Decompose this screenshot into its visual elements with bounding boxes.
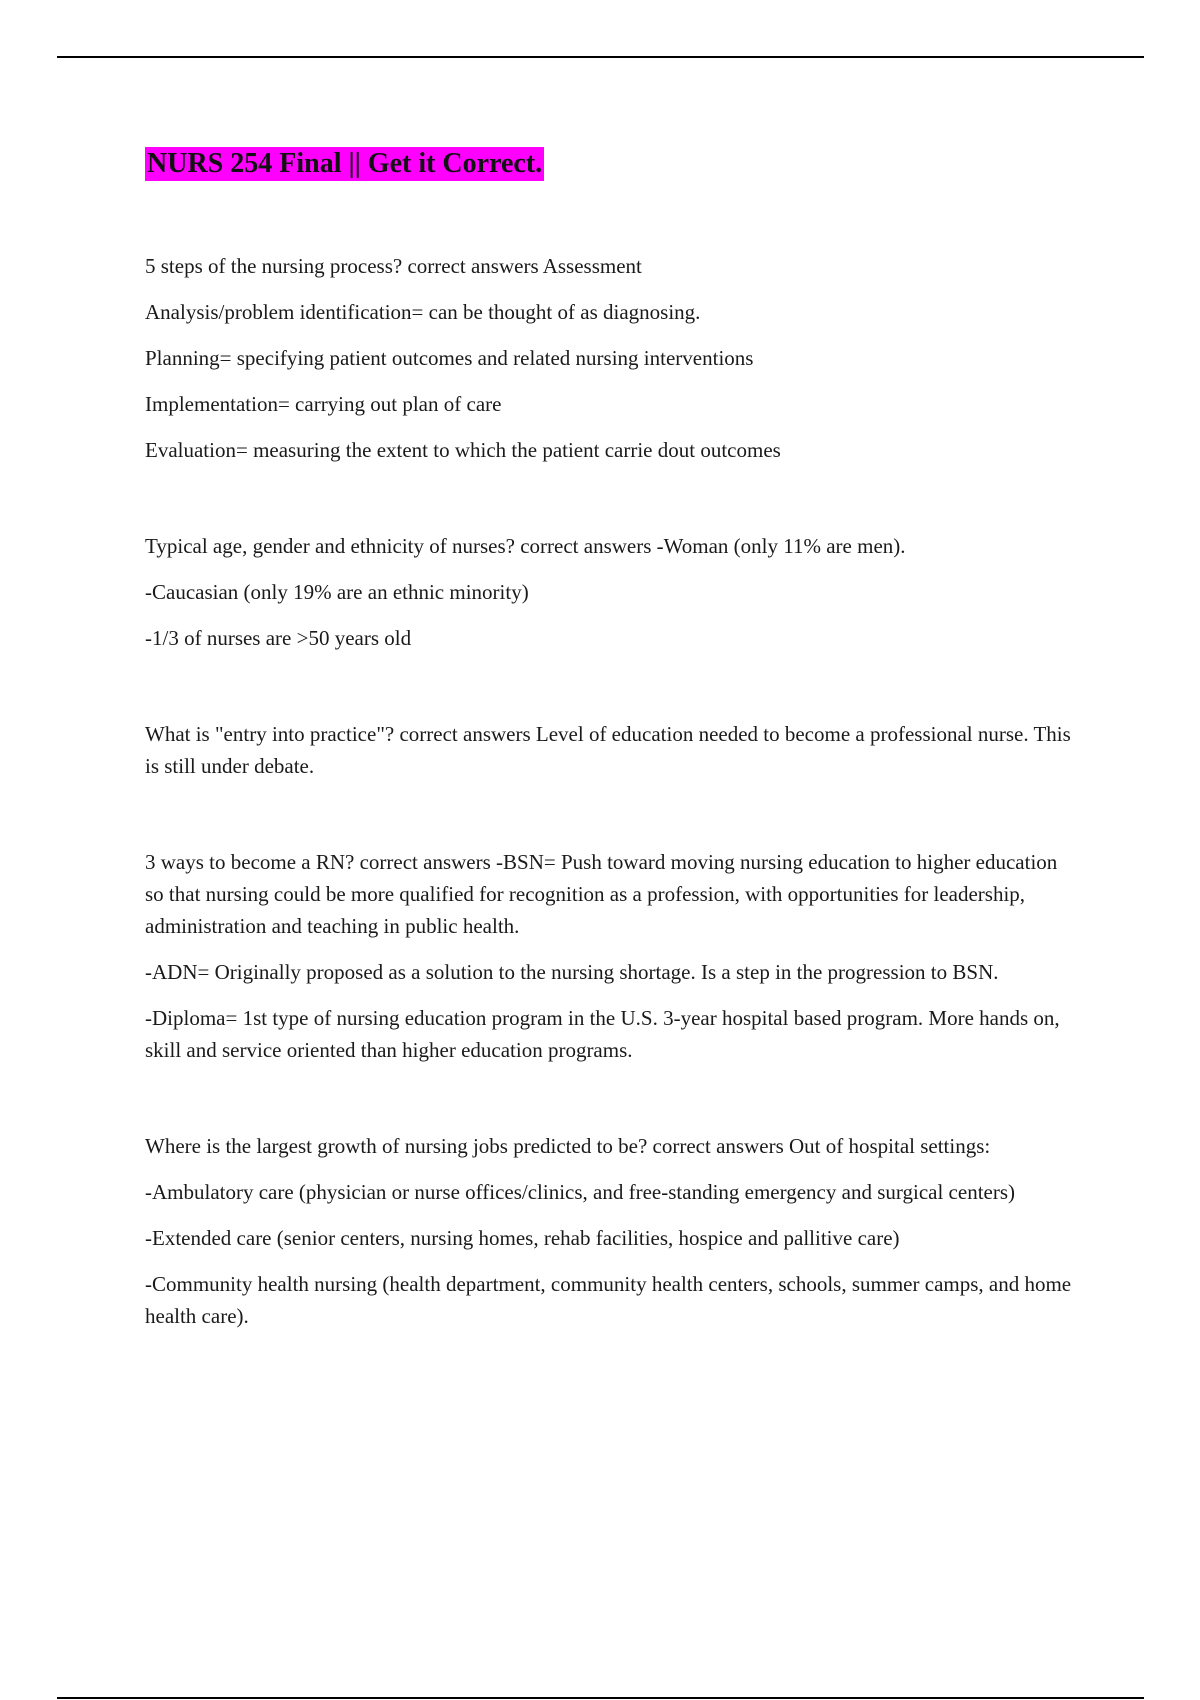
question-paragraph: 3 ways to become a RN? correct answers -BSN= Push toward moving nursing education to higher education so that nursing could be more qualified for recognition as a profession, with opportunities for leadership, administration and teaching in public health. (145, 850, 1058, 938)
answer-line: -Diploma= 1st type of nursing education program in the U.S. 3-year hospital based program. More hands on, skill and service oriented than higher education programs. (145, 1006, 1060, 1062)
answer-line: Evaluation= measuring the extent to which the patient carrie dout outcomes (145, 438, 781, 462)
answer-line: -Caucasian (only 19% are an ethnic minority) (145, 580, 529, 604)
answer-line: -ADN= Originally proposed as a solution to the nursing shortage. Is a step in the progression to BSN. (145, 960, 999, 984)
qa-block-nurse-demographics (145, 530, 1075, 654)
answer-line: Analysis/problem identification= can be thought of as diagnosing. (145, 300, 701, 324)
qa-block-job-growth (145, 1130, 1075, 1332)
qa-block-become-rn (145, 846, 1075, 1066)
title-container (145, 147, 544, 181)
question-paragraph: 5 steps of the nursing process? correct answers Assessment (145, 254, 642, 278)
answer-line: -Ambulatory care (physician or nurse offices/clinics, and free-standing emergency and surgical centers) (145, 1180, 1016, 1204)
question-paragraph: Typical age, gender and ethnicity of nurses? correct answers -Woman (only 11% are men). (145, 534, 906, 558)
answer-line: Implementation= carrying out plan of care (145, 392, 502, 416)
question-paragraph: What is "entry into practice"? correct answers Level of education needed to become a professional nurse. This is still under debate. (145, 722, 1071, 778)
qa-block-entry-into-practice (145, 718, 1075, 782)
answer-line: -Community health nursing (health department, community health centers, schools, summer camps, and home health care). (145, 1272, 1072, 1328)
question-paragraph: Where is the largest growth of nursing jobs predicted to be? correct answers Out of hospital settings: (145, 1134, 991, 1158)
answer-line: Planning= specifying patient outcomes and related nursing interventions (145, 346, 754, 370)
document-body (145, 250, 1075, 1396)
answer-line: -1/3 of nurses are >50 years old (145, 626, 412, 650)
qa-block-nursing-process (145, 250, 1075, 466)
document-title: NURS 254 Final || Get it Correct. (147, 148, 543, 179)
header-rule (57, 56, 1144, 58)
footer-rule (57, 1697, 1144, 1699)
answer-line: -Extended care (senior centers, nursing homes, rehab facilities, hospice and pallitive care) (145, 1226, 900, 1250)
